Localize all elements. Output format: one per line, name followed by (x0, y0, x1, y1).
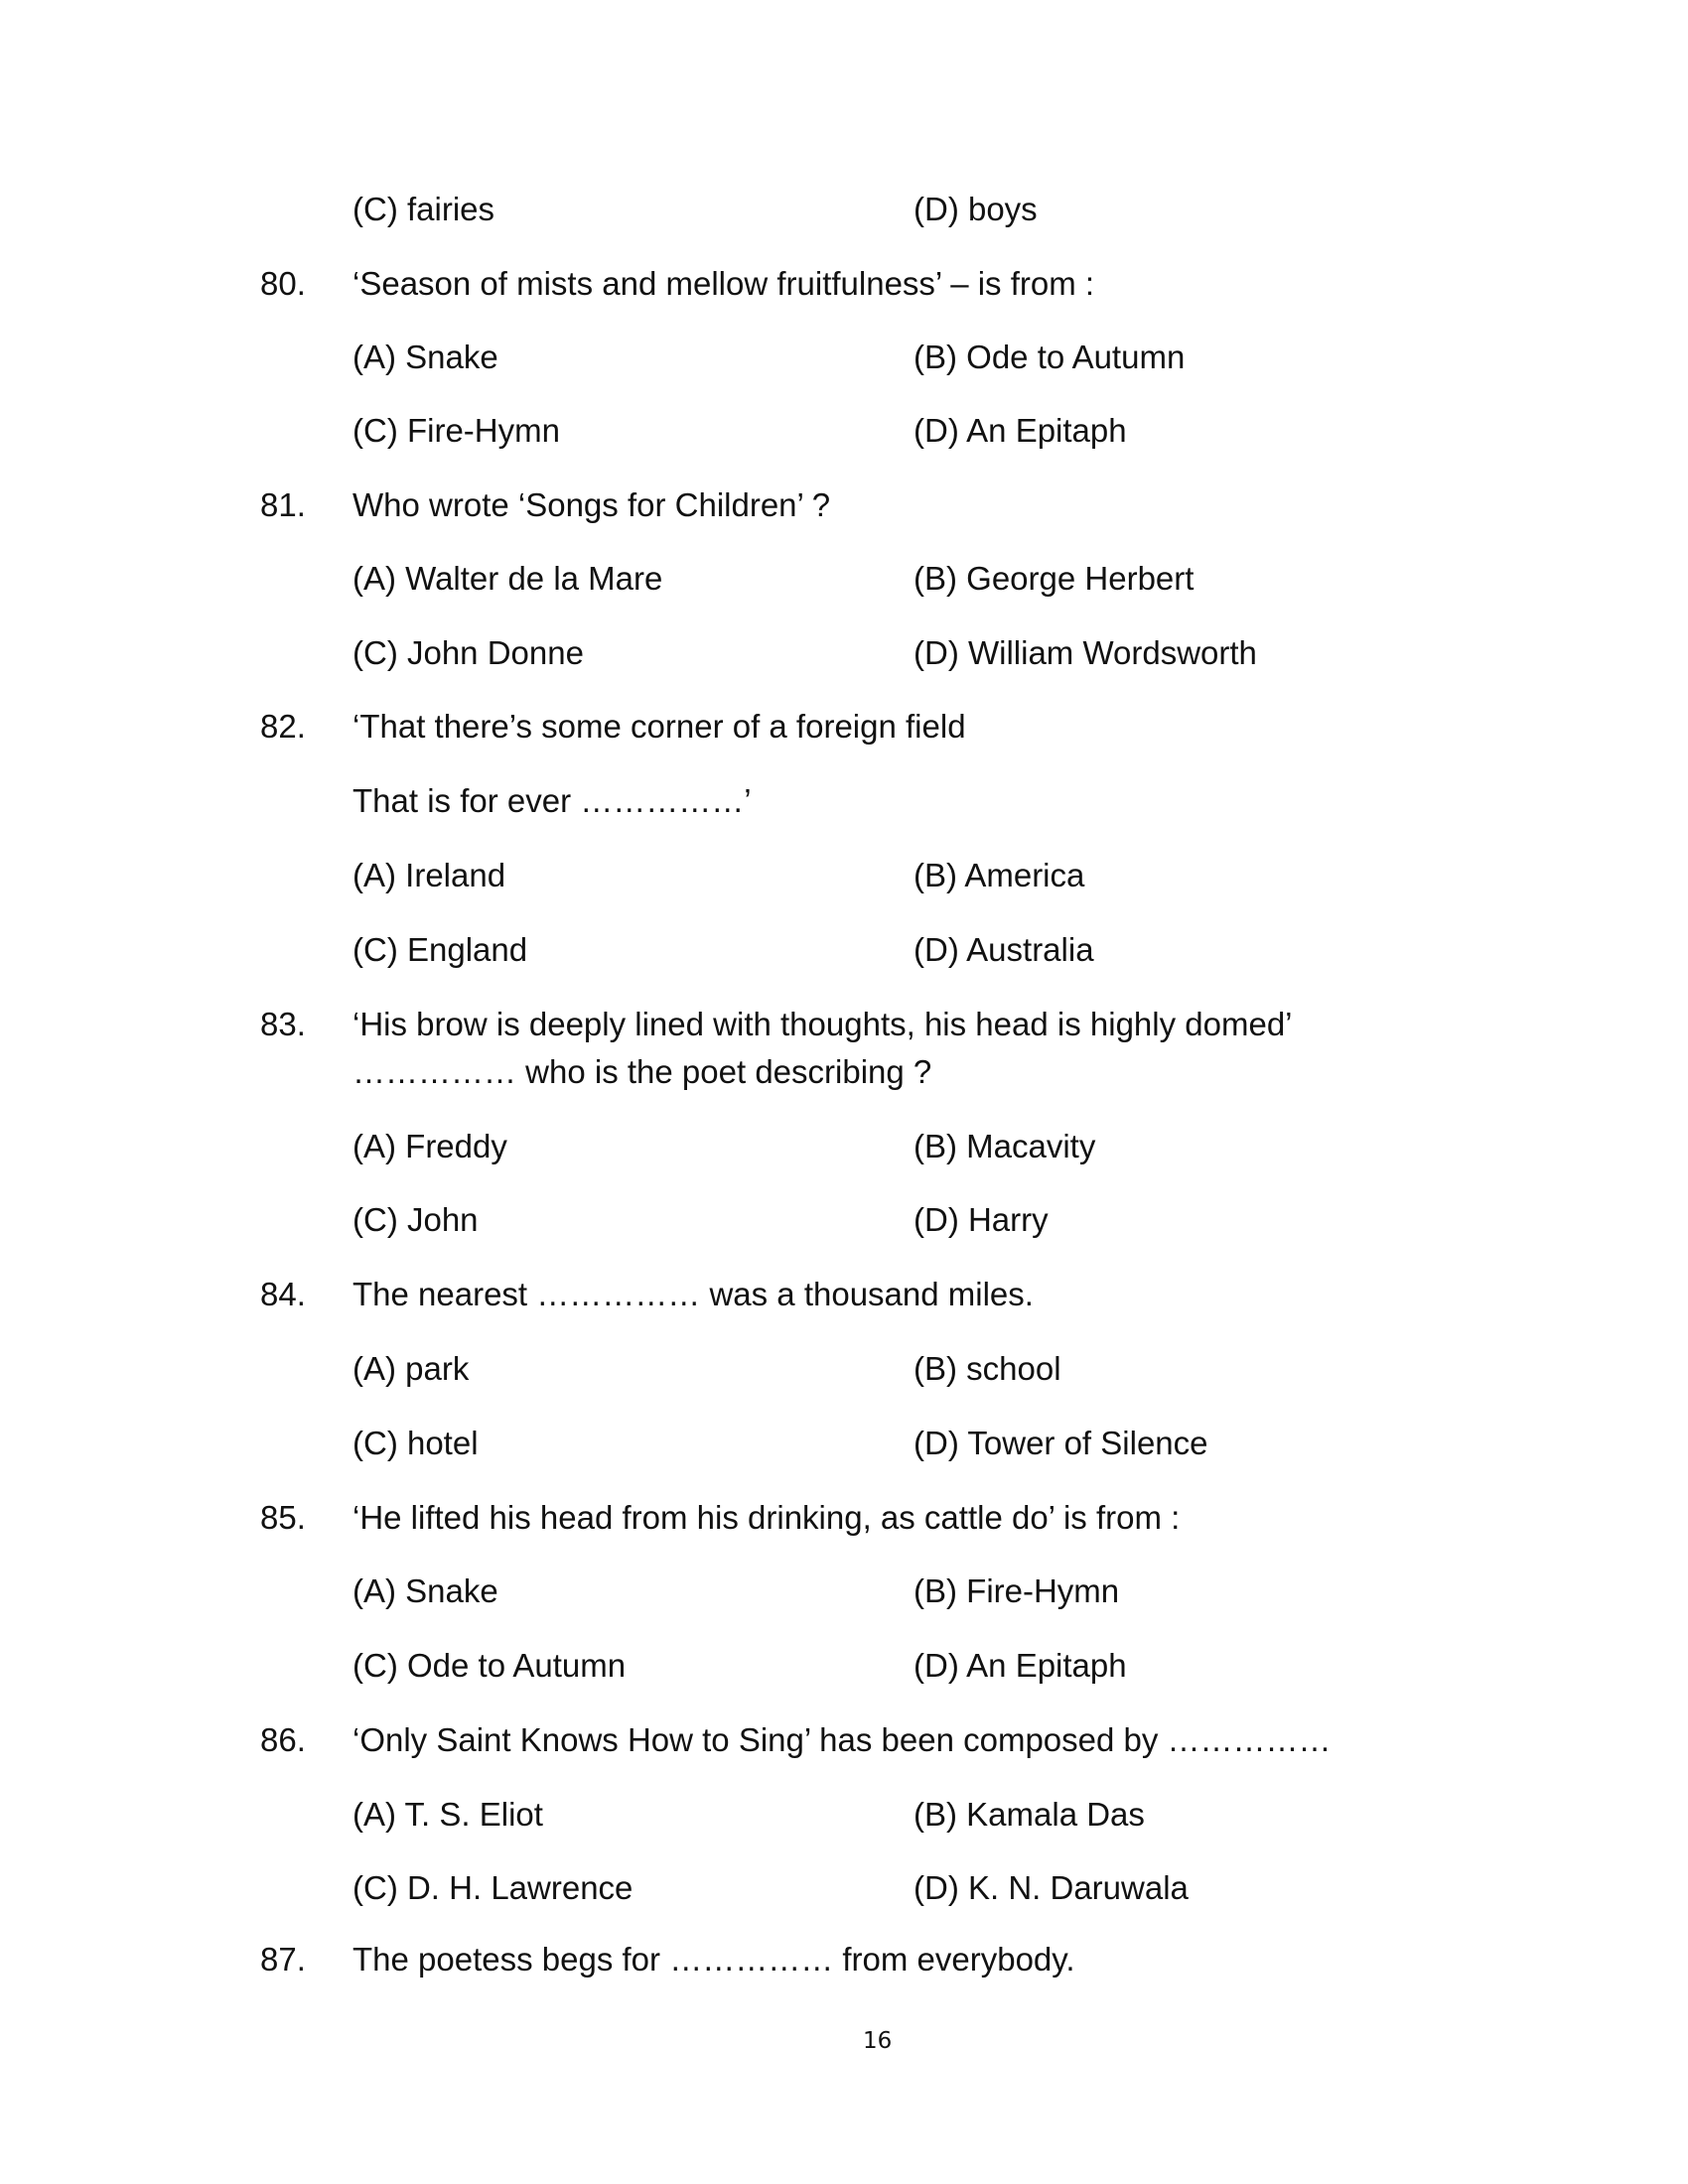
option-b: (B) Kamala Das (914, 1796, 1145, 1833)
option-b: (B) George Herbert (914, 560, 1195, 597)
option-c: (C) D. H. Lawrence (352, 1869, 633, 1906)
option-a: (A) Snake (352, 1572, 498, 1609)
question-number: 86. (260, 1721, 306, 1758)
option-d-continued: (D) boys (914, 191, 1038, 227)
question-text: ‘That there’s some corner of a foreign field (352, 708, 966, 745)
question-number: 80. (260, 265, 306, 302)
question-number: 84. (260, 1276, 306, 1312)
question-text: ‘Only Saint Knows How to Sing’ has been composed by …………… (352, 1721, 1332, 1758)
question-text: ‘Season of mists and mellow fruitfulness’ – is from : (352, 265, 1095, 302)
question-text: ‘He lifted his head from his drinking, as cattle do’ is from : (352, 1499, 1181, 1536)
option-b: (B) Ode to Autumn (914, 339, 1186, 375)
option-a: (A) park (352, 1350, 470, 1387)
option-c: (C) England (352, 931, 528, 968)
option-a: (A) Freddy (352, 1128, 507, 1164)
page-number: 16 (863, 2028, 893, 2054)
option-a: (A) Ireland (352, 857, 506, 893)
question-text: The nearest …………… was a thousand miles. (352, 1276, 1034, 1312)
option-b: (B) Fire-Hymn (914, 1572, 1120, 1609)
question-text-line2: That is for ever ……………’ (352, 782, 752, 819)
question-number: 85. (260, 1499, 306, 1536)
option-d: (D) An Epitaph (914, 1647, 1127, 1684)
option-d: (D) William Wordsworth (914, 634, 1257, 671)
option-c: (C) Ode to Autumn (352, 1647, 627, 1684)
option-a: (A) Walter de la Mare (352, 560, 663, 597)
question-number: 82. (260, 708, 306, 745)
option-b: (B) Macavity (914, 1128, 1096, 1164)
question-number: 87. (260, 1941, 306, 1978)
option-c-continued: (C) fairies (352, 191, 495, 227)
question-text: Who wrote ‘Songs for Children’ ? (352, 486, 831, 523)
question-number: 83. (260, 1006, 306, 1042)
option-d: (D) Harry (914, 1201, 1049, 1238)
option-a: (A) Snake (352, 339, 498, 375)
option-b: (B) school (914, 1350, 1061, 1387)
option-b: (B) America (914, 857, 1085, 893)
option-d: (D) An Epitaph (914, 412, 1127, 449)
option-c: (C) John Donne (352, 634, 584, 671)
option-c: (C) hotel (352, 1425, 479, 1461)
question-number: 81. (260, 486, 306, 523)
question-text-line2: …………… who is the poet describing ? (352, 1053, 932, 1090)
question-text: ‘His brow is deeply lined with thoughts, his head is highly domed’ (352, 1006, 1293, 1042)
option-c: (C) Fire-Hymn (352, 412, 560, 449)
option-d: (D) Australia (914, 931, 1094, 968)
question-text: The poetess begs for …………… from everybody. (352, 1941, 1075, 1978)
option-c: (C) John (352, 1201, 479, 1238)
option-d: (D) Tower of Silence (914, 1425, 1208, 1461)
option-d: (D) K. N. Daruwala (914, 1869, 1189, 1906)
option-a: (A) T. S. Eliot (352, 1796, 543, 1833)
